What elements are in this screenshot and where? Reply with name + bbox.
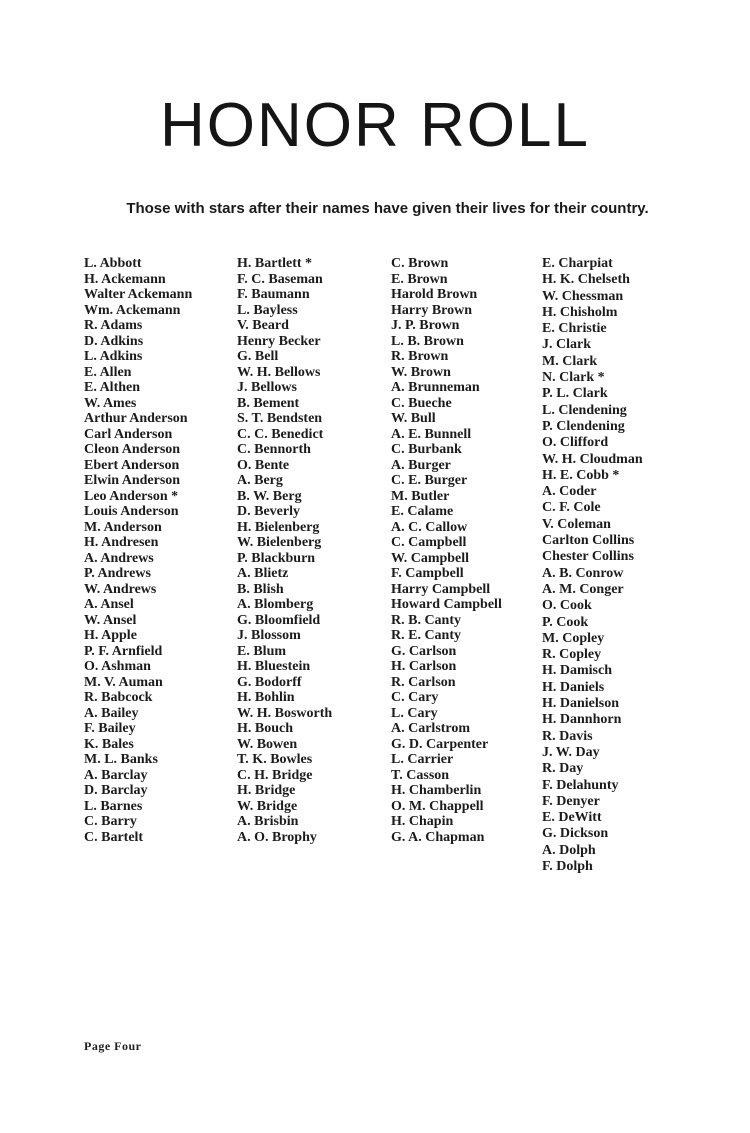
honor-roll-name: A. Barclay [84,767,148,783]
honor-roll-name: W. Bielenberg [237,535,322,550]
honor-roll-name: H. Bridge [237,783,296,798]
honor-roll-name: C. Campbell [391,535,467,550]
honor-roll-columns [0,256,750,874]
honor-roll-name: T. K. Bowles [237,752,313,767]
honor-roll-name: W. Chessman [542,288,624,304]
honor-roll-name: Howard Campbell [391,597,502,612]
honor-roll-name: P. Andrews [84,566,151,581]
name-column-3 [391,256,502,845]
honor-roll-name: H. Ackemann [84,271,166,287]
honor-roll-name: H. Damisch [542,663,612,679]
honor-roll-name: Walter Ackemann [84,287,193,302]
honor-roll-name: F. Dolph [542,858,593,874]
honor-roll-name: F. C. Baseman [237,271,323,287]
honor-roll-name: G. Carlson [391,643,457,659]
honor-roll-name: E. Allen [84,364,132,380]
honor-roll-name: Leo Anderson * [84,488,179,504]
honor-roll-name: C. H. Bridge [237,767,313,783]
honor-roll-name: H. Chapin [391,814,454,829]
honor-roll-name: G. D. Carpenter [391,736,489,752]
honor-roll-name: C. Bennorth [237,442,311,457]
honor-roll-name: C. Cary [391,690,439,705]
honor-roll-name: H. Chamberlin [391,783,482,798]
honor-roll-name: C. C. Benedict [237,426,324,442]
honor-roll-name: H. Bielenberg [237,519,320,535]
honor-roll-name: D. Barclay [84,783,148,798]
honor-roll-name: R. E. Canty [391,628,462,643]
honor-roll-name: A. Dolph [542,842,596,858]
honor-roll-name: E. DeWitt [542,810,602,826]
honor-roll-name: Chester Collins [542,549,634,565]
honor-roll-name: H. Daniels [542,679,605,695]
honor-roll-name: E. Althen [84,380,141,395]
honor-roll-name: W. Bridge [237,798,298,814]
honor-roll-name: C. E. Burger [391,473,468,488]
honor-roll-name: Harry Campbell [391,581,491,597]
honor-roll-name: R. Copley [542,647,602,663]
honor-roll-name: A. Coder [542,484,597,500]
honor-roll-name: W. Bowen [237,736,298,752]
honor-roll-name: Carl Anderson [84,426,173,442]
honor-roll-name: N. Clark * [542,370,605,386]
honor-roll-name: R. Carlson [391,674,456,690]
honor-roll-name: A. Blomberg [237,597,314,612]
honor-roll-name: P. Clendening [542,418,625,434]
honor-roll-name: L. Clendening [542,402,627,418]
honor-roll-name: M. Copley [542,630,605,646]
honor-roll-name: R. Adams [84,318,143,333]
honor-roll-name: P. F. Arnfield [84,643,163,659]
page-subtitle: Those with stars after their names have given their lives for their country. [126,200,649,217]
honor-roll-name: A. O. Brophy [237,829,317,845]
honor-roll-name: R. Brown [391,349,449,364]
honor-roll-name: C. Bueche [391,395,452,411]
honor-roll-name: Harold Brown [391,287,478,302]
honor-roll-name: O. M. Chappell [391,798,484,814]
honor-roll-name: F. Bailey [84,721,136,736]
honor-roll-name: C. F. Cole [542,500,601,516]
honor-roll-name: C. Bartelt [84,829,144,845]
honor-roll-name: L. Barnes [84,798,143,814]
honor-roll-name: L. Adkins [84,349,143,364]
page-footer: Page Four [84,1039,142,1053]
honor-roll-name: J. P. Brown [391,318,460,333]
honor-roll-name: B. W. Berg [237,488,302,504]
honor-roll-name: W. Campbell [391,550,470,566]
honor-roll-name: A. Blietz [237,566,289,581]
honor-roll-name: W. H. Bosworth [237,705,333,721]
honor-roll-name: O. Cook [542,598,592,614]
honor-roll-name: M. Butler [391,488,450,504]
honor-roll-name: B. Blish [237,581,284,597]
honor-roll-name: H. K. Chelseth [542,272,630,288]
honor-roll-name: Carlton Collins [542,533,635,549]
honor-roll-name: A. Berg [237,473,283,488]
honor-roll-name: M. Anderson [84,519,162,535]
name-column-2 [237,256,332,845]
honor-roll-name: K. Bales [84,736,134,752]
honor-roll-name: P. Blackburn [237,550,316,566]
honor-roll-name: Louis Anderson [84,504,179,519]
honor-roll-name: H. Andresen [84,535,159,550]
honor-roll-name: L. B. Brown [391,333,464,349]
honor-roll-name: G. Bloomfield [237,612,321,628]
honor-roll-name: Harry Brown [391,302,473,318]
honor-roll-name: L. Cary [391,705,438,721]
honor-roll-name: F. Campbell [391,566,464,581]
honor-roll-name: Cleon Anderson [84,442,181,457]
honor-roll-name: G. Dickson [542,826,609,842]
honor-roll-name: J. Clark [542,337,591,353]
honor-roll-name: H. Carlson [391,659,457,674]
honor-roll-name: S. T. Bendsten [237,411,323,426]
honor-roll-name: D. Beverly [237,504,300,519]
honor-roll-name: M. L. Banks [84,752,158,767]
honor-roll-name: A. Andrews [84,550,154,566]
honor-roll-name: W. Andrews [84,581,157,597]
honor-roll-name: J. Bellows [237,380,297,395]
honor-roll-name: C. Burbank [391,442,462,457]
honor-roll-name: G. Bell [237,349,279,364]
honor-roll-name: A. B. Conrow [542,565,624,581]
honor-roll-name: V. Beard [237,318,289,333]
honor-roll-name: H. E. Cobb * [542,467,620,483]
honor-roll-name: W. H. Cloudman [542,451,643,467]
honor-roll-name: R. Babcock [84,690,153,705]
honor-roll-name: O. Clifford [542,435,609,451]
honor-roll-name: J. Blossom [237,628,301,643]
honor-roll-name: F. Delahunty [542,777,619,793]
honor-roll-name: G. A. Chapman [391,829,485,845]
honor-roll-name: Wm. Ackemann [84,302,181,318]
name-column-1 [84,256,192,845]
honor-roll-name: E. Christie [542,321,607,337]
honor-roll-name: W. H. Bellows [237,364,321,380]
honor-roll-name: Arthur Anderson [84,411,188,426]
honor-roll-name: L. Bayless [237,302,298,318]
honor-roll-name: E. Charpiat [542,256,613,271]
honor-roll-name: Elwin Anderson [84,473,181,488]
honor-roll-name: A. Brisbin [237,814,299,829]
honor-roll-name: E. Brown [391,271,448,287]
honor-roll-name: P. L. Clark [542,386,608,402]
honor-roll-name: A. C. Callow [391,519,468,535]
honor-roll-name: C. Brown [391,256,449,271]
page-title: HONOR ROLL [160,91,590,160]
honor-roll-name: H. Bouch [237,721,294,736]
honor-roll-name: H. Bluestein [237,659,311,674]
honor-roll-name: A. E. Bunnell [391,426,472,442]
honor-roll-name: Henry Becker [237,333,321,349]
honor-roll-name: B. Bement [237,395,300,411]
honor-roll-name: M. V. Auman [84,674,163,690]
name-column-4 [542,256,643,875]
honor-roll-name: Ebert Anderson [84,457,180,473]
honor-roll-name: H. Apple [84,628,137,643]
honor-roll-name: F. Denyer [542,793,600,809]
honor-roll-name: P. Cook [542,614,589,630]
honor-roll-name: R. Day [542,761,584,777]
honor-roll-name: L. Abbott [84,256,142,271]
honor-roll-name: A. M. Conger [542,581,624,597]
honor-roll-name: E. Calame [391,504,454,519]
honor-roll-name: W. Bull [391,411,436,426]
honor-roll-name: V. Coleman [542,516,611,532]
honor-roll-name: C. Barry [84,814,137,829]
honor-roll-name: H. Bartlett * [237,256,313,271]
honor-roll-name: O. Ashman [84,659,151,674]
honor-roll-name: A. Carlstrom [391,721,471,736]
honor-roll-name: A. Ansel [84,597,134,612]
honor-roll-name: A. Burger [391,457,451,473]
honor-roll-name: R. Davis [542,728,593,744]
honor-roll-name: E. Blum [237,643,287,659]
honor-roll-name: J. W. Day [542,744,600,760]
honor-roll-name: W. Brown [391,364,451,380]
honor-roll-name: W. Ansel [84,612,137,628]
honor-roll-name: L. Carrier [391,752,454,767]
honor-roll-name: G. Bodorff [237,674,302,690]
honor-roll-name: D. Adkins [84,333,144,349]
honor-roll-name: O. Bente [237,457,290,473]
honor-roll-name: A. Brunneman [391,380,480,395]
honor-roll-name: H. Danielson [542,696,620,712]
honor-roll-name: W. Ames [84,395,137,411]
honor-roll-name: R. B. Canty [391,612,462,628]
honor-roll-name: H. Bohlin [237,690,295,705]
honor-roll-name: T. Casson [391,767,450,783]
honor-roll-name: H. Chisholm [542,304,618,320]
honor-roll-name: A. Bailey [84,705,139,721]
honor-roll-name: M. Clark [542,353,598,369]
honor-roll-name: F. Baumann [237,287,310,302]
honor-roll-name: H. Dannhorn [542,712,622,728]
